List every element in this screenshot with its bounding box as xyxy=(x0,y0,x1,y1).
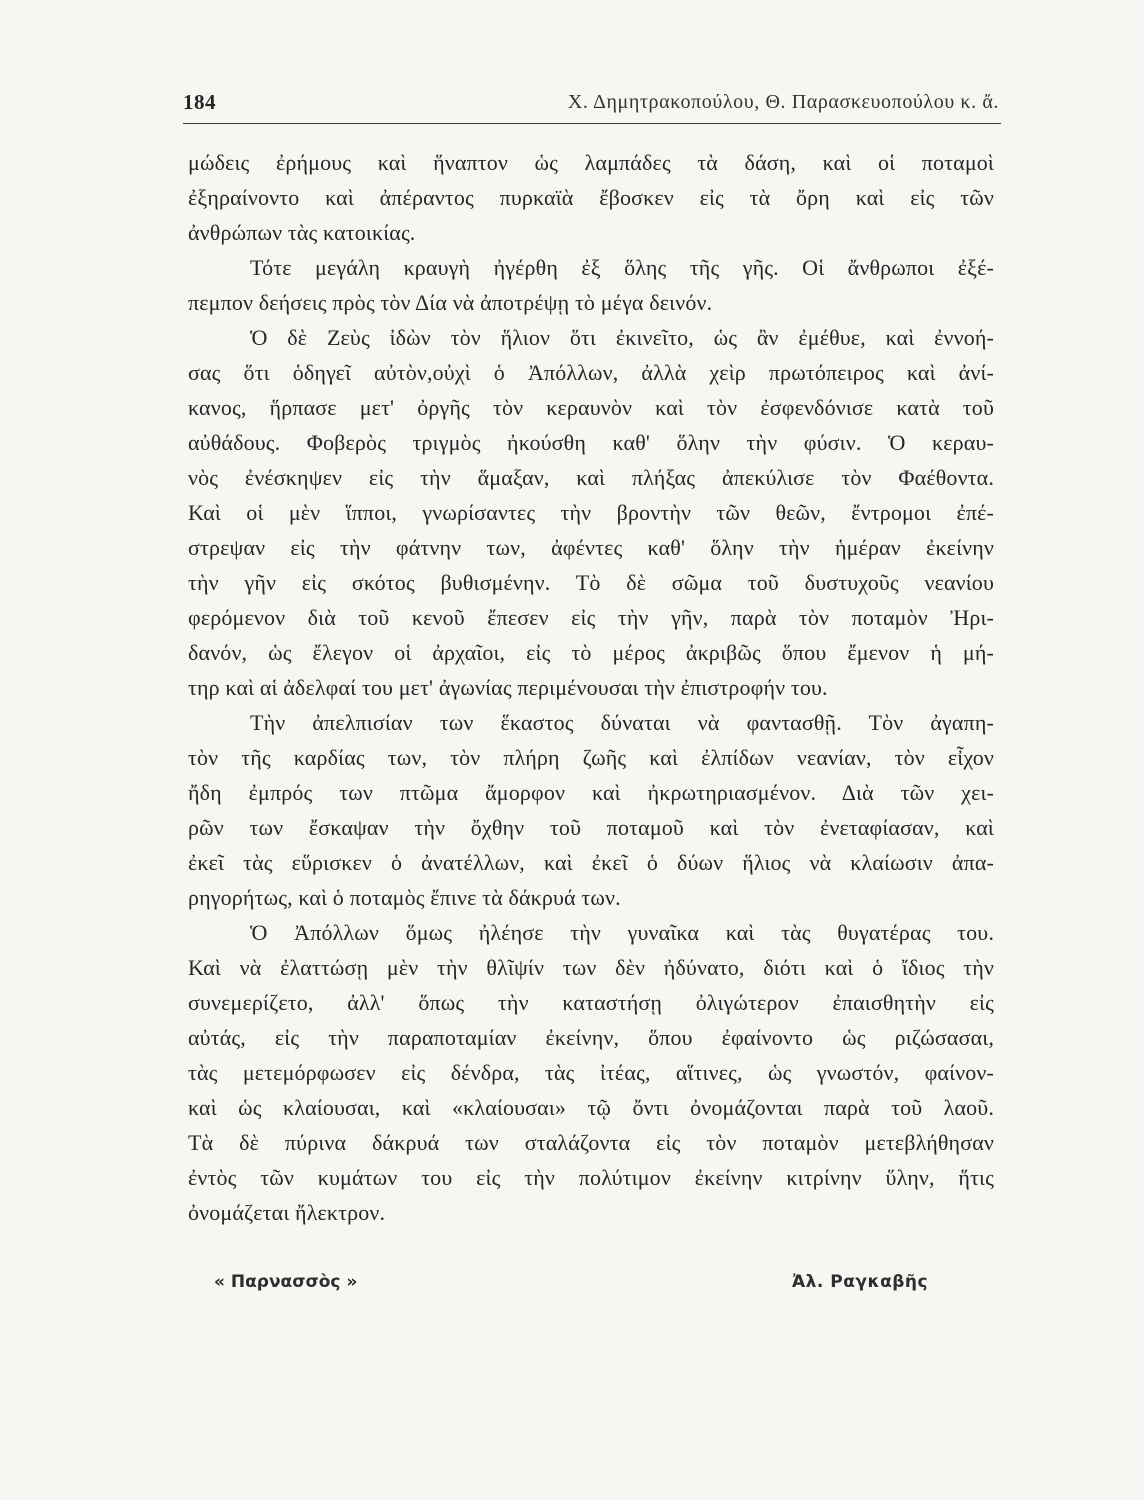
text-line: Τότε μεγάλη κραυγὴ ἠγέρθη ἐξ ὅλης τῆς γῆς. Οἱ ἄνθρωποι ἐξέ- xyxy=(250,255,994,280)
footer-source: « Παρνασσὸς » xyxy=(214,1272,358,1292)
text-line: ρῶν των ἔσκαψαν τὴν ὄχθην τοῦ ποταμοῦ καὶ τὸν ἐνεταφίασαν, καὶ xyxy=(188,815,994,840)
text-line: Καὶ οἱ μὲν ἵπποι, γνωρίσαντες τὴν βροντὴν τῶν θεῶν, ἔντρομοι ἐπέ- xyxy=(188,500,994,525)
text-line: ἐξηραίνοντο καὶ ἀπέραντος πυρκαϊὰ ἔβοσκεν εἰς τὰ ὄρη καὶ εἰς τῶν xyxy=(188,185,994,210)
text-line: συνεμερίζετο, ἀλλ' ὅπως τὴν καταστήσῃ ὀλιγώτερον ἐπαισθητὴν εἰς xyxy=(188,990,994,1015)
text-line: ὀνομάζεται ἤλεκτρον. xyxy=(188,1200,386,1225)
footer-author: Ἀλ. Ραγκαβῆς xyxy=(792,1272,929,1292)
paragraph xyxy=(188,145,994,250)
text-line: καὶ ὡς κλαίουσαι, καὶ «κλαίουσαι» τῷ ὄντι ὀνομάζονται παρὰ τοῦ λαοῦ. xyxy=(188,1095,994,1120)
paragraph xyxy=(188,915,994,1230)
text-line: ἐκεῖ τὰς εὕρισκεν ὁ ἀνατέλλων, καὶ ἐκεῖ ὁ δύων ἥλιος νὰ κλαίωσιν ἀπα- xyxy=(188,850,994,875)
text-line: αὐθάδους. Φοβερὸς τριγμὸς ἠκούσθη καθ' ὅλην τὴν φύσιν. Ὁ κεραυ- xyxy=(188,430,994,455)
text-line: ἀνθρώπων τὰς κατοικίας. xyxy=(188,220,416,245)
header-rule xyxy=(183,123,1001,124)
text-line: τὸν τῆς καρδίας των, τὸν πλήρη ζωῆς καὶ ἐλπίδων νεανίαν, τὸν εἶχον xyxy=(188,745,994,770)
text-line: δανόν, ὡς ἔλεγον οἱ ἀρχαῖοι, εἰς τὸ μέρος ἀκριβῶς ὅπου ἔμενον ἡ μή- xyxy=(188,640,994,665)
text-line: τηρ καὶ αἱ ἀδελφαί του μετ' ἀγωνίας περιμένουσαι τὴν ἐπιστροφήν του. xyxy=(188,675,828,700)
text-line: τὴν γῆν εἰς σκότος βυθισμένην. Τὸ δὲ σῶμα τοῦ δυστυχοῦς νεανίου xyxy=(188,570,994,595)
text-line: πεμπον δεήσεις πρὸς τὸν Δία νὰ ἀποτρέψῃ τὸ μέγα δεινόν. xyxy=(188,290,713,315)
text-line: Τὰ δὲ πύρινα δάκρυά των σταλάζοντα εἰς τὸν ποταμὸν μετεβλήθησαν xyxy=(188,1130,994,1155)
text-line: μώδεις ἐρήμους καὶ ἥναπτον ὡς λαμπάδες τὰ δάση, καὶ οἱ ποταμοὶ xyxy=(188,150,994,175)
text-line: στρεψαν εἰς τὴν φάτνην των, ἀφέντες καθ' ὅλην τὴν ἡμέραν ἐκείνην xyxy=(188,535,994,560)
text-line: τὰς μετεμόρφωσεν εἰς δένδρα, τὰς ἰτέας, αἵτινες, ὡς γνωστόν, φαίνον- xyxy=(188,1060,994,1085)
text-line: σας ὅτι ὁδηγεῖ αὐτὸν,οὐχὶ ὁ Ἀπόλλων, ἀλλὰ χεὶρ πρωτόπειρος καὶ ἀνί- xyxy=(188,360,994,385)
page-number: 184 xyxy=(183,90,216,114)
text-line: ἤδη ἐμπρός των πτῶμα ἄμορφον καὶ ἠκρωτηριασμένον. Διὰ τῶν χει- xyxy=(188,780,994,805)
text-line: κανος, ἥρπασε μετ' ὀργῆς τὸν κεραυνὸν καὶ τὸν ἐσφενδόνισε κατὰ τοῦ xyxy=(188,395,994,420)
text-line: νὸς ἐνέσκηψεν εἰς τὴν ἅμαξαν, καὶ πλήξας ἀπεκύλισε τὸν Φαέθοντα. xyxy=(188,465,994,490)
running-title: Χ. Δημητρακοπούλου, Θ. Παρασκευοπούλου κ. ἄ. xyxy=(567,91,999,113)
text-line: Καὶ νὰ ἐλαττώσῃ μὲν τὴν θλῖψίν των δὲν ἠδύνατο, διότι καὶ ὁ ἴδιος τὴν xyxy=(188,955,994,980)
text-line: ἐντὸς τῶν κυμάτων του εἰς τὴν πολύτιμον ἐκείνην κιτρίνην ὕλην, ἥτις xyxy=(188,1165,994,1190)
paragraph xyxy=(188,705,994,915)
text-line: φερόμενον διὰ τοῦ κενοῦ ἔπεσεν εἰς τὴν γῆν, παρὰ τὸν ποταμὸν Ἠρι- xyxy=(188,605,994,630)
text-line: ρηγορήτως, καὶ ὁ ποταμὸς ἔπινε τὰ δάκρυά των. xyxy=(188,885,621,910)
text-line: αὐτάς, εἰς τὴν παραποταμίαν ἐκείνην, ὅπου ἐφαίνοντο ὡς ριζώσασαι, xyxy=(188,1025,994,1050)
text-line: Ὁ Ἀπόλλων ὅμως ἠλέησε τὴν γυναῖκα καὶ τὰς θυγατέρας του. xyxy=(250,920,994,945)
paragraph xyxy=(188,250,994,320)
page-header xyxy=(183,90,1001,120)
body-text xyxy=(188,145,994,1230)
text-line: Ὁ δὲ Ζεὺς ἰδὼν τὸν ἥλιον ὅτι ἐκινεῖτο, ὡς ἂν ἐμέθυε, καὶ ἐννοή- xyxy=(250,325,994,350)
paragraph xyxy=(188,320,994,705)
text-line: Τὴν ἀπελπισίαν των ἕκαστος δύναται νὰ φαντασθῇ. Τὸν ἀγαπη- xyxy=(250,710,994,735)
